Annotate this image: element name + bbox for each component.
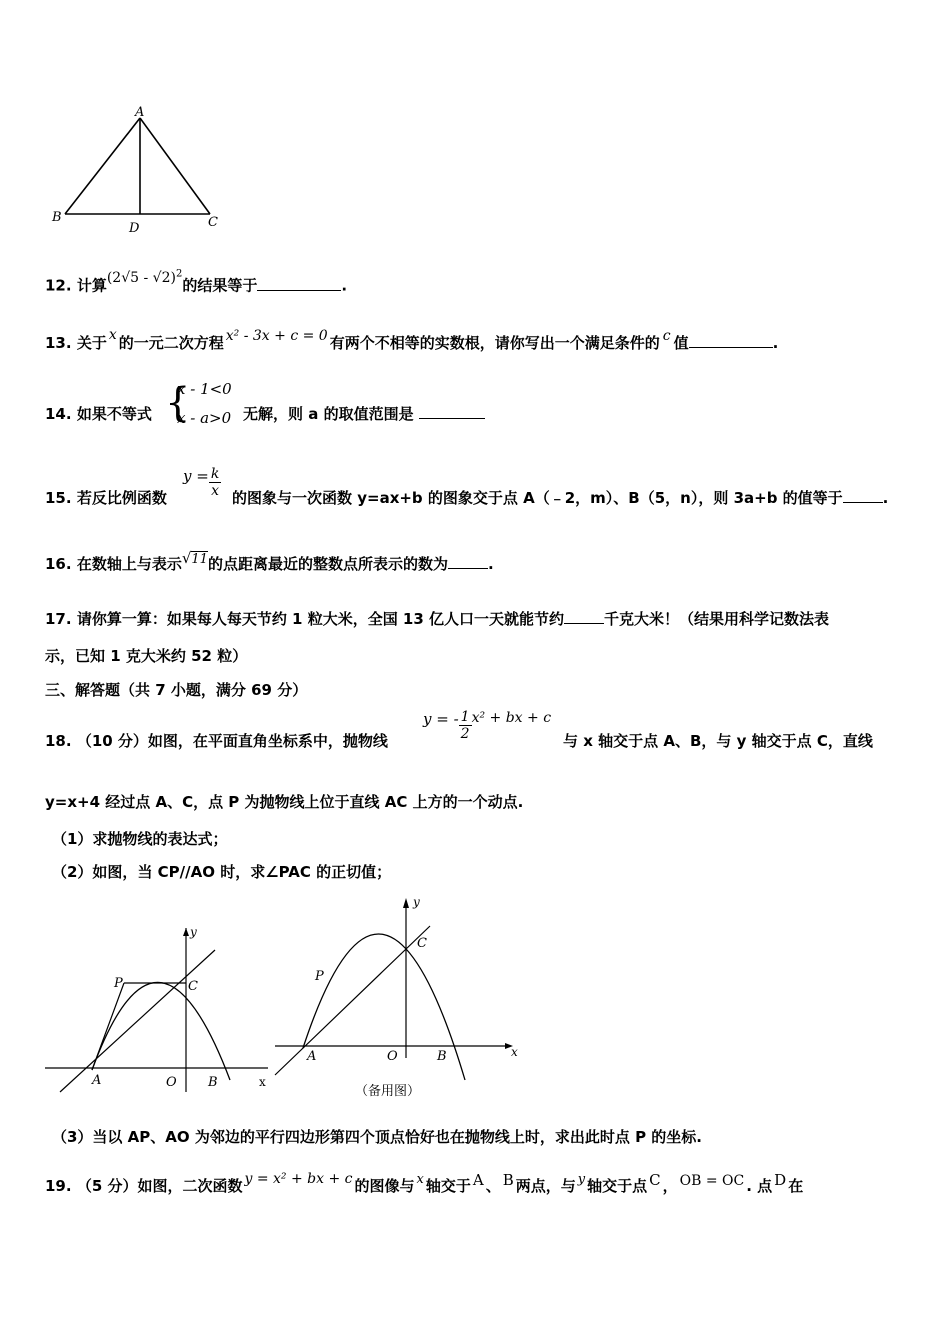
- fig2-caption: （备用图）: [355, 1084, 421, 1099]
- question-16: [45, 549, 494, 576]
- question-12: [45, 268, 348, 297]
- q17-line1-a: 请你算一算：如果每人每天节约 1 粒大米，全国 13 亿人口一天就能节约: [76, 610, 565, 628]
- q18-frac-num: 1: [460, 709, 470, 725]
- q18-sub1: （1）求抛物线的表达式；: [52, 830, 228, 848]
- q13-var-x: x: [108, 327, 117, 343]
- q12-text-a: 计算: [76, 276, 107, 295]
- q13-equation: x² - 3x + c = 0: [225, 328, 328, 344]
- q19-pt-a: A: [472, 1171, 484, 1189]
- fig1-label-y: y: [190, 925, 197, 939]
- q18-fn-rest: x² + bx + c: [471, 710, 552, 726]
- q14-answer-blank[interactable]: [419, 404, 485, 419]
- q12-end: .: [341, 276, 348, 295]
- q15-fraction: [209, 466, 221, 499]
- question-19: [45, 1171, 804, 1198]
- q18-sub3: （3）当以 AP、AO 为邻边的平行四边形第四个顶点恰好也在抛物线上时，求出此时点 P 的坐标.: [52, 1128, 702, 1146]
- parabola-figure-1: [40, 920, 290, 1095]
- q14-text-a: 如果不等式: [76, 405, 152, 423]
- q19-pt-c: C: [649, 1171, 661, 1189]
- q15-text-a: 若反比例函数: [76, 489, 167, 507]
- q18-line2: y=x+4 经过点 A、C，点 P 为抛物线上位于直线 AC 上方的一个动点.: [45, 793, 524, 811]
- fig1-label-b: B: [208, 1075, 218, 1090]
- q13-answer-blank[interactable]: [689, 333, 773, 348]
- q17-number: 17.: [45, 610, 72, 628]
- q16-answer-blank[interactable]: [448, 554, 488, 569]
- q13-text-c: 有两个不相等的实数根，请你写出一个满足条件的: [329, 334, 660, 352]
- q19-text-e: 轴交于点: [587, 1177, 648, 1195]
- q15-tail: [232, 488, 888, 508]
- fig1-label-a: A: [92, 1073, 102, 1088]
- q18-text-after: 与 x 轴交于点 A、B，与 y 轴交于点 C，直线: [563, 732, 873, 750]
- q19-function: y = x² + bx + c: [244, 1171, 353, 1187]
- fig1-label-p: P: [114, 976, 123, 991]
- fig2-label-o: O: [387, 1049, 398, 1064]
- q17-line1-b: 千克大米！（结果用科学记数法表: [604, 610, 830, 628]
- q19-sep: 、: [485, 1177, 501, 1195]
- q16-radicand: 11: [191, 552, 208, 567]
- q15-frac-den: x: [211, 483, 219, 499]
- q19-text-b: 的图像与: [354, 1177, 415, 1195]
- q13-number: 13.: [45, 334, 72, 352]
- fig1-label-c: C: [188, 979, 198, 994]
- section-3-title: 三、解答题（共 7 小题，满分 69 分）: [45, 681, 308, 699]
- q12-expr: (2√5 - √2): [106, 269, 176, 286]
- q17-line2: 示，已知 1 克大米约 52 粒）: [45, 647, 248, 665]
- fig2-label-b: B: [437, 1049, 447, 1064]
- q12-text-b: 的结果等于: [182, 276, 258, 295]
- triangle-label-b: B: [52, 210, 62, 225]
- fig2-label-p: P: [315, 969, 324, 984]
- q13-text-d: 值: [673, 334, 689, 352]
- q12-answer-blank[interactable]: [257, 276, 341, 291]
- question-14: [45, 404, 152, 424]
- q13-var-c: c: [662, 328, 671, 344]
- triangle-label-a: A: [135, 105, 145, 120]
- q19-comma: ，: [662, 1177, 678, 1195]
- q13-text-a: 关于: [76, 334, 107, 352]
- q13-text-b: 的一元二次方程: [118, 334, 224, 352]
- fig1-label-x: x: [259, 1075, 266, 1089]
- q15-answer-blank[interactable]: [843, 488, 883, 503]
- q18-y-eq: y = -: [423, 710, 459, 728]
- q19-pt-b: B: [502, 1171, 514, 1189]
- q15-fn-lhs: y =: [183, 467, 209, 485]
- q17-answer-blank[interactable]: [564, 609, 604, 624]
- q16-text-a: 在数轴上与表示: [76, 555, 182, 573]
- q16-end: .: [487, 555, 494, 573]
- fig2-label-y: y: [413, 895, 420, 909]
- q16-sqrt: √11: [181, 549, 208, 567]
- q14-text-b: 无解，则 a 的取值范围是: [243, 405, 414, 423]
- question-13: [45, 327, 779, 354]
- q14-number: 14.: [45, 405, 72, 423]
- q18-intro: （10 分）如图，在平面直角坐标系中，抛物线: [76, 732, 388, 750]
- q14-tail: [243, 404, 485, 424]
- q16-number: 16.: [45, 555, 72, 573]
- q12-number: 12.: [45, 276, 72, 295]
- q19-text-a: （5 分）如图，二次函数: [76, 1177, 243, 1195]
- question-18: [45, 731, 388, 751]
- fig2-label-a: A: [307, 1049, 317, 1064]
- q19-text-g: 在: [788, 1177, 804, 1195]
- q15-frac-num: k: [210, 466, 220, 482]
- fig1-label-o: O: [166, 1075, 177, 1090]
- q12-exponent: 2: [175, 268, 183, 279]
- q19-text-d: 两点，与: [515, 1177, 576, 1195]
- q12-math: [107, 270, 183, 286]
- q19-equality: OB = OC: [679, 1173, 745, 1189]
- q18-frac-den: 2: [460, 726, 470, 742]
- triangle-label-d: D: [129, 221, 140, 236]
- q18-number: 18.: [45, 732, 72, 750]
- q15-number: 15.: [45, 489, 72, 507]
- q16-text-b: 的点距离最近的整数点所表示的数为: [207, 555, 448, 573]
- q14-brace: {: [165, 380, 191, 426]
- triangle-figure: [40, 100, 240, 240]
- q19-var-y: y: [577, 1172, 586, 1187]
- q13-end: .: [772, 334, 779, 352]
- q18-sub2: （2）如图，当 CP//AO 时，求∠PAC 的正切值；: [52, 863, 392, 881]
- parabola-figure-2: [265, 890, 530, 1105]
- question-17: [45, 609, 829, 629]
- fig2-label-c: C: [417, 936, 427, 951]
- question-15: [45, 488, 167, 508]
- q19-number: 19.: [45, 1177, 72, 1195]
- q15-text-b: 的图象与一次函数 y=ax+b 的图象交于点 A（﹣2，m）、B（5，n），则 3a+b 的值等于: [232, 489, 843, 507]
- q18-function: [423, 709, 551, 742]
- q15-function: [183, 466, 221, 499]
- fig2-label-x: x: [511, 1045, 518, 1059]
- q19-pt-d: D: [774, 1171, 787, 1189]
- q19-var-x: x: [416, 1172, 424, 1187]
- triangle-label-c: C: [208, 215, 218, 230]
- q14-ineq-1: x - 1<0: [177, 380, 232, 398]
- q15-end: .: [882, 489, 889, 507]
- q14-ineq-2: x - a>0: [177, 409, 232, 427]
- q18-fraction: [459, 709, 472, 742]
- q19-text-f: . 点: [746, 1177, 773, 1195]
- q19-text-c: 轴交于: [425, 1177, 471, 1195]
